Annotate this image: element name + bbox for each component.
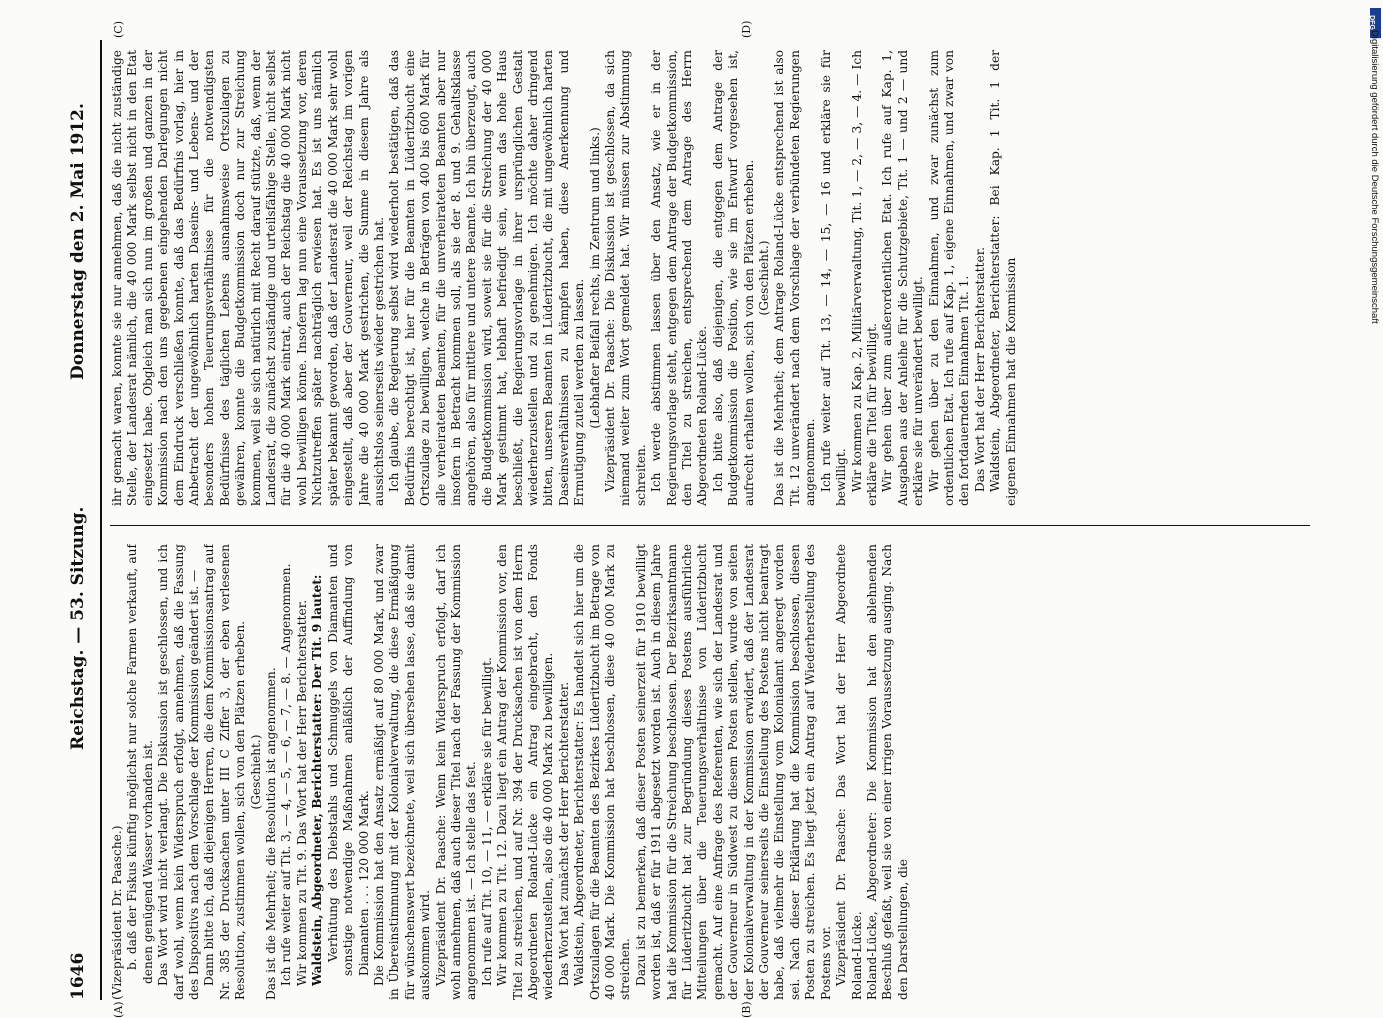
paragraph: b. daß der Fiskus künftig möglichst nur solche Farmen verkauft, auf denen genügend Wasser vorhanden ist. (125, 544, 155, 984)
paragraph: Das Wort wird nicht verlangt. Die Diskussion ist geschlossen, und ich darf wohl, wenn kein Widerspruch erfolgt, annehmen, daß die Fassung des Dispositivs nach dem Vorschlage der Kommission geändert ist. — (156, 544, 202, 1000)
right-column (110, 50, 1310, 506)
paragraph: Waldstein, Abgeordneter, Berichterstatter: Es handelt sich hier um die Ortszulagen für die Beamten des Bezirkes Lüderitzbucht im Betrage von 40 000 Mark. Die Kommission hat beschlossen, diese 40 000 Mark zu streichen. (572, 544, 633, 1000)
paragraph: Ich rufe weiter auf Tit. 13, — 14, — 15, — 16 und erkläre sie für bewilligt. (818, 50, 849, 506)
paragraph: Das Wort hat der Herr Berichterstatter. (972, 246, 987, 492)
paragraph: (Geschieht.) (757, 240, 772, 316)
dfg-logo: DFG (1370, 8, 1381, 38)
rotated-page-content (20, 0, 1320, 1018)
margin-mark-b: (B) (740, 1001, 753, 1018)
left-column (110, 544, 1310, 1000)
paragraph: Das ist die Mehrheit; die Resolution ist angenommen. (264, 667, 279, 1000)
digitization-credit (1368, 30, 1382, 990)
paragraph: Dazu ist zu bemerken, daß dieser Posten seinerzeit für 1910 bewilligt worden ist, daß er für 1911 abgesetzt worden ist. Auch in diesem Jahre hat die Kommission für die Streichung beschlossen. Der Bezirksamtmann für Lüderitzbucht hat zur Begründung dieses Postens ausführliche Mitteilungen über die Teuerungsverhältnisse von Lüderitzbucht gemacht. Auf eine Anfrage des Referenten, wie sich der Landesrat und der Gouverneur in Südwest zu diesem Posten stellen, wurde von seiten der Kolonialverwaltung in der Kommission erwidert, daß der Landesrat der Gouverneur seinerseits die Einstellung des Postens nicht beantragt habe, daß vielmehr die Einstellung vom Kolonialamt angeregt worden sei. Nach dieser Erklärung hat die Kommission beschlossen, diesen Posten zu streichen. Es liegt jetzt ein Antrag auf Wiederherstellung des Postens vor. (633, 544, 833, 1000)
column-separator (110, 525, 1310, 526)
paragraph: Die Kommission hat den Ansatz ermäßigt auf 80 000 Mark, und zwar in Übereinstimmung mit der Kolonialverwaltung, die diese Ermäßigung für wünschenswert bezeichnete, weil sich übersehen lasse, daß sie damit auskommen wird. (371, 544, 433, 1000)
paragraph: (Lebhafter Beifall rechts, im Zentrum und links.) (587, 127, 602, 429)
paragraph: (Vizepräsident Dr. Paasche.) (110, 825, 124, 1000)
paragraph: Waldstein, Abgeordneter, Berichterstatter: Bei Kap. 1 Tit. 1 der eigenen Einnahmen hat die Kommission (988, 50, 1018, 506)
paragraph: Ich rufe weiter auf Tit. 3, — 4, — 5, — 6, — 7, — 8. — Angenommen. (279, 563, 294, 986)
paragraph: Vizepräsident Dr. Paasche: Die Diskussion ist geschlossen, da sich niemand weiter zum Wort gemeldet hat. Wir müssen zur Abstimmung schreiten. (603, 50, 648, 506)
paragraph: Wir kommen zu Tit. 12. Dazu liegt ein Antrag der Kommission vor, den Titel zu streichen, und auf Nr. 394 der Drucksachen ist von dem Herrn Abgeordneten Roland-Lücke ein Antrag eingebracht, den Fonds wiederherzustellen, also die 40 000 Mark zu bewilligen. (495, 544, 556, 1000)
credit-text: Digitalisierung gefördert durch die Deutsche Forschungsgemeinschaft (1369, 30, 1380, 324)
paragraph: Vizepräsident Dr. Paasche: Das Wort hat der Herr Abgeordnete Roland-Lücke. (834, 544, 864, 1000)
paragraph: Ich rufe auf Tit. 10, — 11, — erkläre sie für bewilligt. (479, 657, 494, 986)
margin-mark-a: (A) (112, 1001, 125, 1018)
paragraph: Ich werde abstimmen lassen über den Ansatz, wie er in der Regierungsvorlage steht, entgegen dem Antrage der Budgetkommission, den Titel zu streichen, entsprechend dem Antrage des Herrn Abgeordneten Roland-Lücke. (649, 50, 710, 506)
paragraph: (Geschieht.) (248, 734, 263, 810)
paragraph: Das ist die Mehrheit; dem Antrage Roland-Lücke entsprechend ist also Tit. 12 unverändert nach dem Vorschlage der verbündeten Regierungen angenommen. (772, 50, 818, 506)
page-header (64, 40, 92, 1000)
paragraph: Roland-Lücke, Abgeordneter: Die Kommission hat den ablehnenden Beschluß gefaßt, weil sie von einer irrigen Voraussetzung ausging. Nach den Darstellungen, die (864, 544, 910, 1000)
header-rule (100, 40, 102, 1000)
header-title-left: Reichstag. — 53. Sitzung. (68, 506, 88, 750)
paragraph: ihr gemacht waren, konnte sie nur annehmen, daß die nicht zuständige Stelle, der Landesrat nämlich, die 40 000 Mark selbst nicht in den Etat eingesetzt habe. Obgleich man sich nun im großen und ganzen in der Kommission nach den uns gegebenen eingehenden Darlegungen nicht dem Eindruck verschließen konnte, daß das Bedürfnis vorlag, hier in Anbetracht der ungewöhnlich harten Daseins- und Lebens- und der besonders hohen Teuerungsverhältnisse für die notwendigsten Bedürfnisse des täglichen Lebens ausnahmsweise Ortszulagen zu gewähren, konnte die Budgetkommission doch nur zur Streichung kommen, weil sie sich natürlich mit Recht darauf stützte, daß, wenn der Landesrat, die zunächst zuständige und urteilsfähige Stelle, nicht selbst für die 40 000 Mark eintrat, auch der Reichstag die 40 000 Mark nicht wohl bewilligen könne. Insofern lag nun eine Voraussetzung vor, deren Nichtzutreffen später nachträglich erwiesen hat. Es ist uns nämlich später bekannt geworden, daß der Landesrat die 40 000 Mark sehr wohl eingestellt, daß aber der Gouverneur, weil der Reichstag im vorigen Jahre die 40 000 Mark gestrichen, die Summe in diesem Jahre als aussichtslos seinerseits wieder gestrichen hat. (110, 50, 386, 506)
paragraph: Wir gehen über zum außerordentlichen Etat. Ich rufe auf Kap. 1, Ausgaben aus der Anleihe für die Schutzgebiete, Tit. 1 — und 2 — und erkläre sie für unverändert bewilligt. (880, 50, 926, 506)
paragraph: Das Wort hat zunächst der Herr Berichterstatter. (556, 681, 571, 986)
paragraph: Ich bitte also, daß diejenigen, die entgegen dem Antrage der Budgetkommission die Position, wie sie im Entwurf vorgesehen ist, aufrecht erhalten wollen, sich von den Plätzen erheben. (710, 50, 756, 506)
page-number: 1646 (68, 952, 88, 1000)
paragraph: Wir kommen zu Tit. 9. Das Wort hat der Herr Berichterstatter. (294, 599, 309, 986)
paragraph: Wir kommen zu Kap. 2, Militärverwaltung, Tit. 1, — 2, — 3, — 4. — Ich erkläre die Titel für bewilligt. (849, 50, 879, 506)
margin-mark-c: (C) (112, 21, 125, 38)
margin-mark-d: (D) (740, 20, 753, 38)
paragraph: Ich glaube, die Regierung selbst wird wiederholt bestätigen, daß das Bedürfnis berechtigt ist, hier für die Beamten in Lüderitzbucht eine Ortszulage zu bewilligen, welche in Beträgen von 400 bis 600 Mark für alle verheirateten Beamten, für die unverheirateten Beamten aber nur insofern in Betracht kommen soll, als sie der 8. und 9. Gehaltsklasse angehören, also für mittlere und untere Beamte. Ich bin überzeugt, auch die Budgetkommission wird, soweit sie für die Streichung der 40 000 Mark gestimmt hat, lebhaft befriedigt sein, wenn das hohe Haus beschließt, die Regierungsvorlage in ihrer ursprünglichen Gestalt wiederherzustellen und zu genehmigen. Ich möchte daher dringend bitten, unseren Beamten in Lüderitzbucht, die mit ungewöhnlich harten Daseinsverhältnissen zu kämpfen haben, diese Anerkennung und Ermutigung zuteil werden zu lassen. (387, 50, 587, 506)
paragraph: Vizepräsident Dr. Paasche: Wenn kein Widerspruch erfolgt, darf ich wohl annehmen, daß auch dieser Titel nach der Fassung der Kommission angenommen ist. — Ich stelle das fest. (433, 544, 479, 1000)
paragraph: Wir gehen über zu den Einnahmen, und zwar zunächst zum ordentlichen Etat. Ich rufe auf Kap. 1, eigene Einnahmen, und zwar von den fortdauernden Einnahmen Tit. 1. (926, 50, 972, 506)
paragraph: Waldstein, Abgeordneter, Berichterstatter: Der Tit. 9 lautet: (310, 574, 325, 986)
header-title-right: Donnerstag den 2. Mai 1912. (68, 103, 88, 380)
paragraph: Verhütung des Diebstahls und Schmuggels von Diamanten und sonstige notwendige Maßnahmen anläßlich der Auffindung von Diamanten . . . 120 000 Mark. (325, 544, 371, 976)
paragraph: Dann bitte ich, daß diejenigen Herren, die dem Kommissionsantrag auf Nr. 385 der Drucksachen unter III C Ziffer 3, der eben verlesenen Resolution, zustimmen wollen, sich von den Plätzen erheben. (202, 544, 248, 1000)
